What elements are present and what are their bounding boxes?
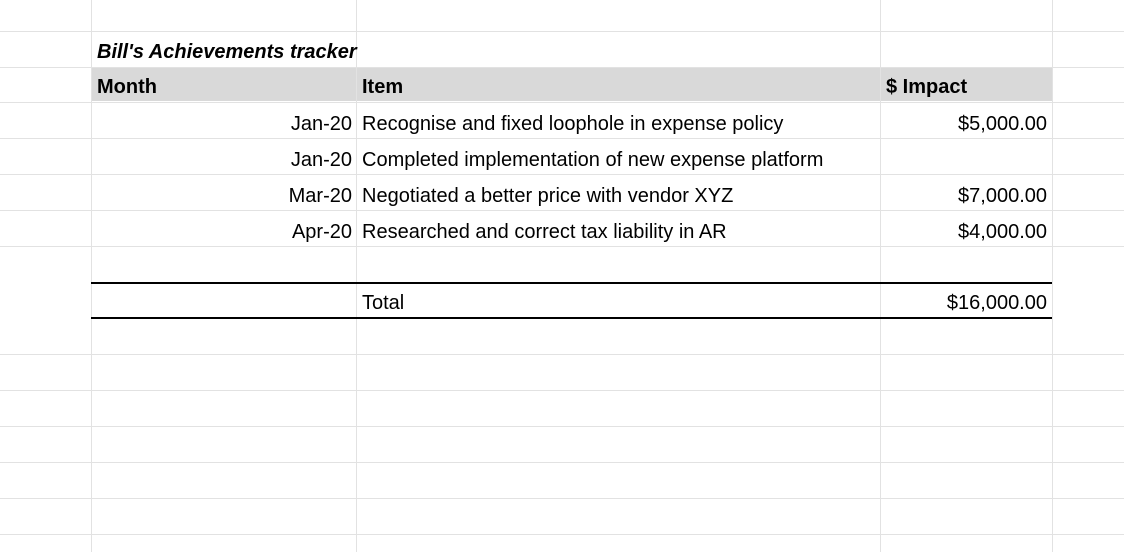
cell-impact[interactable]: $4,000.00 <box>958 221 1047 243</box>
cell-item[interactable]: Negotiated a better price with vendor XYZ <box>362 185 734 207</box>
grid-column-line <box>356 0 357 552</box>
grid-row-line <box>0 354 1124 355</box>
grid-row-line <box>0 426 1124 427</box>
grid-column-line <box>880 0 881 552</box>
cell-impact[interactable]: $5,000.00 <box>958 113 1047 135</box>
cell-impact[interactable] <box>881 142 1047 177</box>
sheet-title[interactable]: Bill's Achievements tracker <box>97 41 357 63</box>
grid-row-line <box>0 534 1124 535</box>
total-value[interactable]: $16,000.00 <box>946 292 1047 314</box>
grid-column-line <box>91 0 92 552</box>
cell-month[interactable]: Mar-20 <box>288 185 352 207</box>
cell-item[interactable]: Completed implementation of new expense platform <box>362 149 824 171</box>
total-top-border <box>91 282 1052 284</box>
grid-row-line <box>0 462 1124 463</box>
cell-month[interactable]: Jan-20 <box>290 113 352 135</box>
grid-row-line <box>0 31 1124 32</box>
cell-item[interactable]: Researched and correct tax liability in AR <box>362 221 727 243</box>
total-label[interactable]: Total <box>362 292 405 314</box>
header-impact[interactable]: $ Impact <box>886 76 968 98</box>
header-item[interactable]: Item <box>362 76 404 98</box>
grid-column-line <box>1052 0 1053 552</box>
cell-item[interactable]: Recognise and fixed loophole in expense policy <box>362 113 784 135</box>
cell-month[interactable]: Apr-20 <box>291 221 352 243</box>
header-month[interactable]: Month <box>97 76 157 98</box>
cell-impact[interactable]: $7,000.00 <box>958 185 1047 207</box>
grid-row-line <box>0 390 1124 391</box>
grid-row-line <box>0 498 1124 499</box>
cell-month[interactable]: Jan-20 <box>290 149 352 171</box>
